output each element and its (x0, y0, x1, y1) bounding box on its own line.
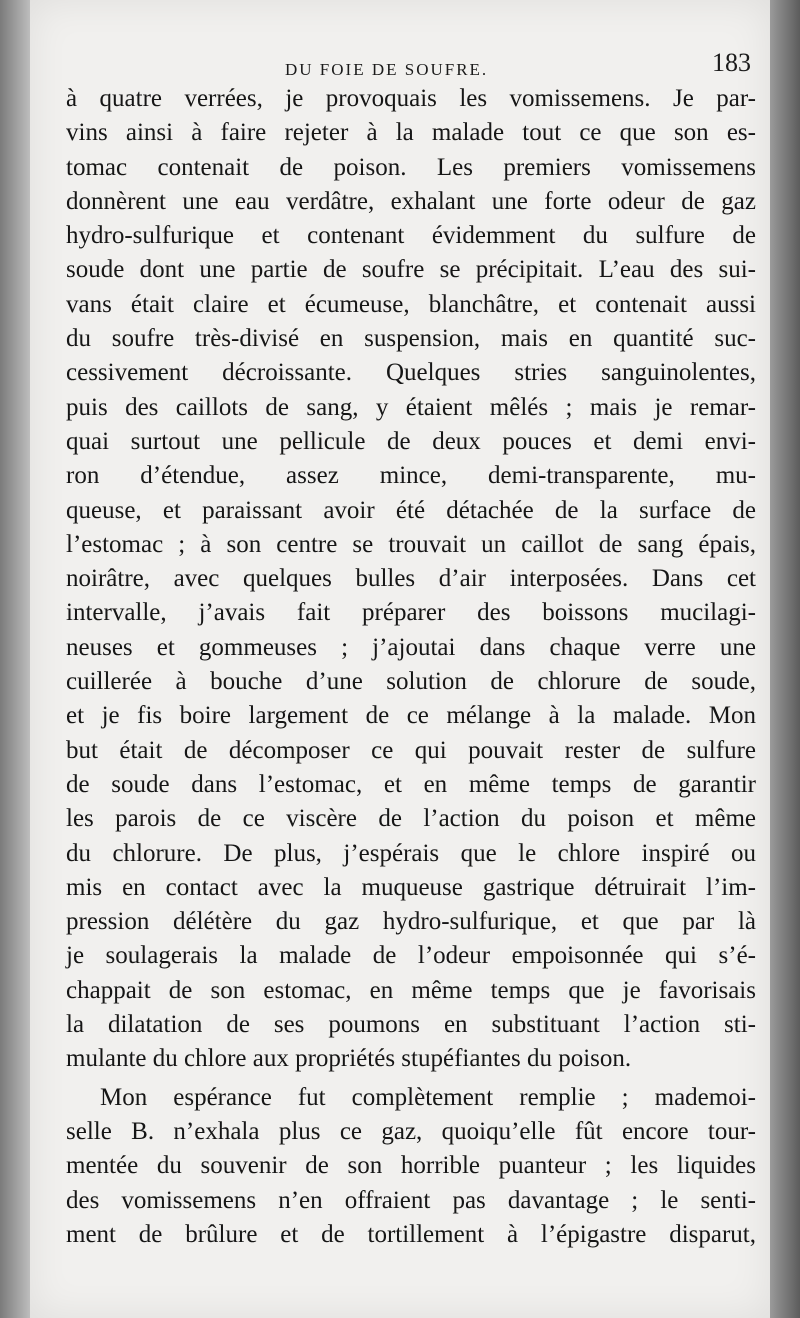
text-line: vins ainsi à faire rejeter à la malade tout ce que son es- (66, 119, 756, 147)
text-line: chappait de son estomac, en même temps que je favorisais (66, 976, 756, 1004)
text-line: tomac contenait de poison. Les premiers vomissemens (66, 153, 756, 181)
text-line: donnèrent une eau verdâtre, exhalant une forte odeur de gaz (66, 187, 756, 215)
paragraph (66, 82, 756, 1077)
body-text (66, 82, 756, 1252)
text-line: hydro-sulfurique et contenant évidemment du sulfure de (66, 222, 756, 250)
text-line: puis des caillots de sang, y étaient mêlés ; mais je remar- (66, 393, 756, 421)
text-line: quai surtout une pellicule de deux pouces et demi envi- (66, 427, 756, 455)
text-line: soude dont une partie de soufre se précipitait. L’eau des sui- (66, 256, 756, 284)
text-line: mentée du souvenir de son horrible puanteur ; les liquides (66, 1152, 756, 1180)
text-line: Mon espérance fut complètement remplie ; mademoi- (100, 1083, 756, 1111)
text-line: pression délétère du gaz hydro-sulfurique, et que par là (66, 908, 756, 936)
text-line: les parois de ce viscère de l’action du poison et même (66, 805, 756, 833)
text-line: selle B. n’exhala plus ce gaz, quoiqu’elle fût encore tour- (66, 1117, 756, 1145)
text-line: cuillerée à bouche d’une solution de chlorure de soude, (66, 668, 756, 696)
text-line: du chlorure. De plus, j’espérais que le chlore inspiré ou (66, 839, 756, 867)
text-line: ron d’étendue, assez mince, demi-transparente, mu- (66, 462, 756, 490)
page-edge-shadow (770, 0, 800, 1318)
text-line: l’estomac ; à son centre se trouvait un caillot de sang épais, (66, 530, 756, 558)
text-line: et je fis boire largement de ce mélange à la malade. Mon (66, 702, 756, 730)
text-line: cessivement décroissante. Quelques stries sanguinolentes, (66, 359, 756, 387)
text-line: neuses et gommeuses ; j’ajoutai dans chaque verre une (66, 633, 756, 661)
book-page (30, 0, 770, 1318)
text-line: de soude dans l’estomac, et en même temps de garantir (66, 770, 756, 798)
text-line: mis en contact avec la muqueuse gastrique détruirait l’im- (66, 873, 756, 901)
text-line: but était de décomposer ce qui pouvait rester de sulfure (66, 736, 756, 764)
text-line: intervalle, j’avais fait préparer des boissons mucilagi- (66, 599, 756, 627)
text-line: noirâtre, avec quelques bulles d’air interposées. Dans cet (66, 565, 756, 593)
text-line: à quatre verrées, je provoquais les vomissemens. Je par- (66, 85, 756, 112)
page-gutter-shadow (0, 0, 30, 1318)
paragraph (66, 1081, 756, 1252)
running-head: DU FOIE DE SOUFRE. (285, 60, 489, 79)
text-line: queuse, et paraissant avoir été détachée de la surface de (66, 496, 756, 524)
text-line: vans était claire et écumeuse, blanchâtre, et contenait aussi (66, 290, 756, 318)
text-line: du soufre très-divisé en suspension, mais en quantité suc- (66, 325, 756, 353)
text-line: des vomissemens n’en offraient pas davantage ; le senti- (66, 1186, 756, 1214)
text-line: ment de brûlure et de tortillement à l’épigastre disparut, (66, 1220, 756, 1248)
text-line: la dilatation de ses poumons en substituant l’action sti- (66, 1011, 756, 1039)
text-line: mulante du chlore aux propriétés stupéfiantes du poison. (66, 1045, 632, 1073)
text-line: je soulagerais la malade de l’odeur empoisonnée qui s’é- (66, 942, 756, 970)
page-number: 183 (712, 48, 751, 77)
